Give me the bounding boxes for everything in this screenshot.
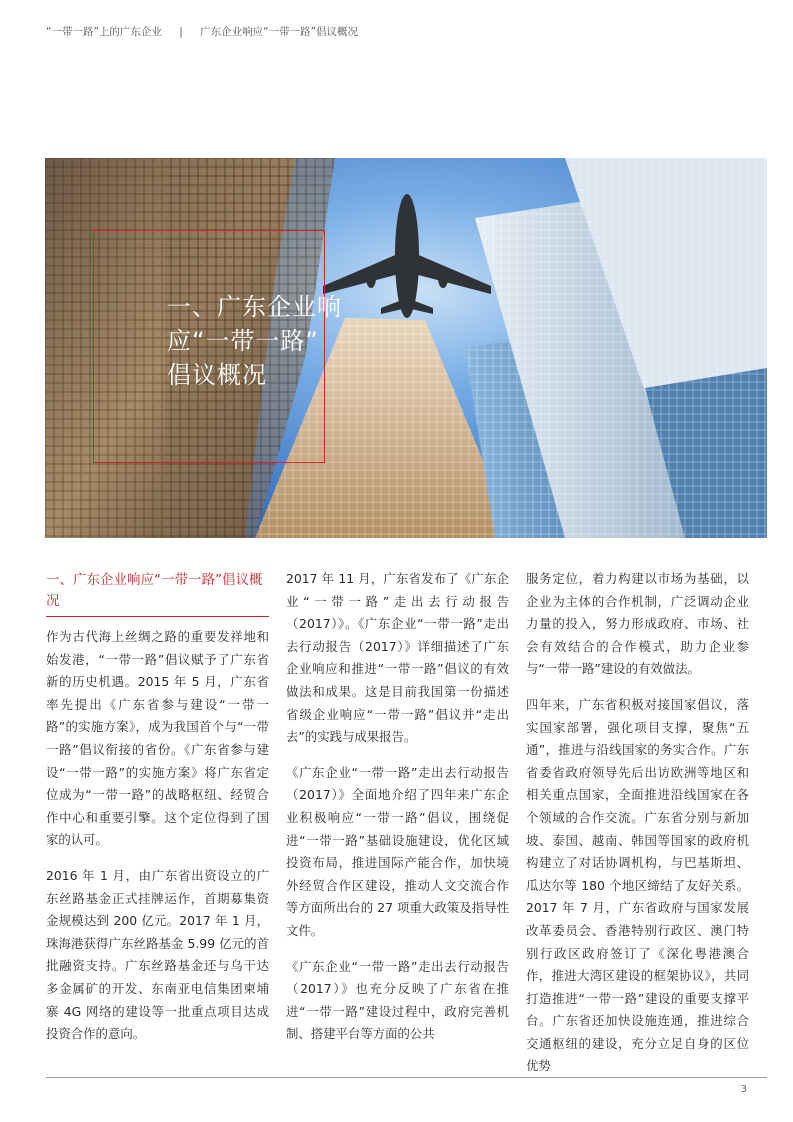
paragraph: 2016 年 1 月，由广东省出资设立的广东丝路基金正式挂牌运作，首期募集资金规模达到 200 亿元。2017 年 1 月，珠海港获得广东丝路基金 5.99 亿元的首批融资支持。广东丝路基金还与乌干达多金属矿的开发、东南亚电信集团柬埔寨 4G 网络的建设等一批重点项目达成投资合作的意向。 <box>46 867 269 1042</box>
page-number: 3 <box>740 1084 747 1095</box>
footer-divider <box>46 1077 767 1078</box>
paragraph: 《广东企业“一带一路”走出去行动报告（2017）》全面地介绍了四年来广东企业积极响应“一带一路”倡议，围绕促进“一带一路”基础设施建设，优化区域投资布局，推进国际产能合作，加快境外经贸合作区建设，推动人文交流合作等方面所出台的 27 项重大政策及指导性文件。 <box>286 764 509 938</box>
text-column-1 <box>46 570 269 1059</box>
hero-title-line: 一、广东企业响 <box>167 293 342 321</box>
paragraph: 作为古代海上丝绸之路的重要发祥地和始发港，“一带一路”倡议赋予了广东省新的历史机遇。2015 年 5 月，广东省率先提出《广东省参与建设“一带一路”的实施方案》，成为我国首个与“一带一路”倡议衔接的省份。《广东省参与建设“一带一路”的实施方案》将广东省定位成为“一带一路”的战略枢纽、经贸合作中心和重要引擎。这个定位得到了国家的认可。 <box>46 629 269 848</box>
running-header <box>46 24 358 39</box>
hero-title-line: 应“一带一路” <box>167 327 319 355</box>
paragraph: 服务定位，着力构建以市场为基础，以企业为主体的合作机制，广泛调动企业力量的投入，努力形成政府、市场、社会有效结合的合作模式，助力企业参与“一带一路”建设的有效做法。 <box>526 571 749 677</box>
hero-title <box>167 290 397 392</box>
paragraph: 四年来，广东省积极对接国家倡议，落实国家部署，强化项目支撑，聚焦“五通”，推进与沿线国家的务实合作。广东省委省政府领导先后出访欧洲等地区和相关重点国家，全面推进沿线国家在各个领域的合作交流。广东省分别与新加坡、泰国、越南、韩国等国家的政府机构建立了对话协调机构，与巴基斯坦、瓜达尔等 180 个地区缔结了友好关系。2017 年 7 月，广东省政府与国家发展改革委员会、香港特别行政区、澳门特别行政区政府签订了《深化粤港澳合作，推进大湾区建设的框架协议》，共同打造推进“一带一路”建设的重要支撑平台。广东省还加快设施连通，推进综合交通枢纽的建设，充分立足自身的区位优势 <box>526 696 749 1074</box>
paragraph: 2017 年 11 月，广东省发布了《广东企业“一带一路”走出去行动报告（2017）》。《广东企业“一带一路”走出去行动报告（2017）》详细描述了广东企业响应和推进“一带一路”倡议的有效做法和成果。这是目前我国第一份描述省级企业响应“一带一路”倡议并“走出去”的实践与成果报告。 <box>286 571 509 745</box>
hero-photo <box>45 158 767 538</box>
header-separator: | <box>179 26 183 38</box>
text-column-3 <box>526 568 749 1091</box>
hero-title-line: 倡议概况 <box>167 361 267 389</box>
header-publication-title: “一带一路”上的广东企业 <box>46 26 162 38</box>
paragraph: 《广东企业“一带一路”走出去行动报告（2017）》也充分反映了广东省在推进“一带一路”建设过程中，政府完善机制、搭建平台等方面的公共 <box>286 958 509 1042</box>
text-column-2 <box>286 568 509 1059</box>
header-chapter-title: 广东企业响应“一带一路”倡议概况 <box>200 26 359 38</box>
section-heading: 一、广东企业响应“一带一路”倡议概况 <box>46 570 269 617</box>
